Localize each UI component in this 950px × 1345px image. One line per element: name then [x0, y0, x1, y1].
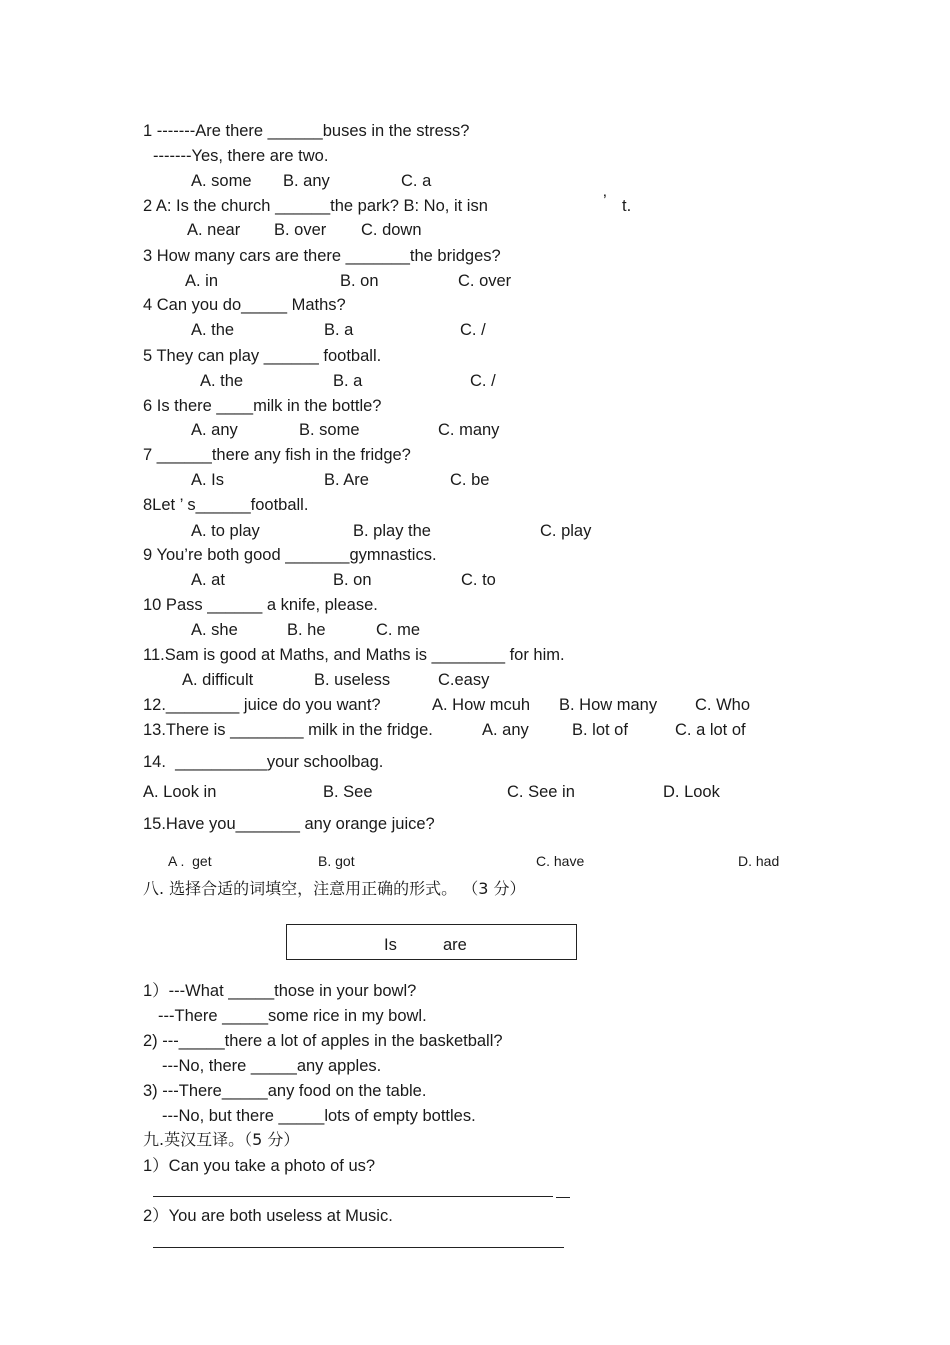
question-3-option-b: B. on	[340, 272, 379, 290]
question-14-stem: 14. __________your schoolbag.	[143, 753, 384, 771]
question-8-option-b: B. play the	[353, 522, 431, 540]
question-14-option-d: D. Look	[663, 783, 720, 801]
question-5-option-a: A. the	[200, 372, 244, 390]
word-box-word-1: Is	[384, 936, 397, 954]
section-8-item-3: 3) ---There_____any food on the table.	[143, 1082, 427, 1100]
question-8-option-c: C. play	[540, 522, 592, 540]
section-9-item-1: 1）Can you take a photo of us?	[143, 1157, 376, 1175]
section-9-item-2: 2）You are both useless at Music.	[143, 1207, 393, 1225]
question-7-option-c: C. be	[450, 471, 490, 489]
question-4-stem: 4 Can you do_____ Maths?	[143, 296, 346, 314]
question-10-stem: 10 Pass ______ a knife, please.	[143, 596, 378, 614]
question-13-option-b: B. lot of	[572, 721, 628, 739]
question-6-option-c: C. many	[438, 421, 500, 439]
question-6-stem: 6 Is there ____milk in the bottle?	[143, 397, 382, 415]
section-9-title: 九.英汉互译。（5 分）	[143, 1130, 300, 1149]
question-15-option-a: A . get	[168, 853, 212, 869]
question-3-option-c: C. over	[458, 272, 512, 290]
question-1-option-a: A. some	[191, 172, 252, 190]
word-box-word-2: are	[443, 936, 467, 954]
question-9-option-b: B. on	[333, 571, 372, 589]
question-12-option-a: A. How mcuh	[432, 696, 531, 714]
question-2-stem: 2 A: Is the church ______the park? B: No, it isn	[143, 197, 488, 215]
question-6-option-b: B. some	[299, 421, 360, 439]
question-15-option-b: B. got	[318, 853, 355, 869]
section-8-title: 八. 选择合适的词填空，注意用正确的形式。 （3 分）	[143, 879, 526, 898]
question-10-option-a: A. she	[191, 621, 238, 639]
question-12-option-c: C. Who	[695, 696, 751, 714]
question-11-option-c: C.easy	[438, 671, 490, 689]
question-14-option-a: A. Look in	[143, 783, 217, 801]
answer-line-2[interactable]	[153, 1247, 564, 1248]
question-15-option-c: C. have	[536, 853, 585, 869]
question-4-option-a: A. the	[191, 321, 235, 339]
question-10-option-c: C. me	[376, 621, 421, 639]
answer-line-1-tail	[556, 1197, 570, 1198]
question-13-stem: 13.There is ________ milk in the fridge.	[143, 721, 433, 739]
section-8-item-2: 2) ---_____there a lot of apples in the basketball?	[143, 1032, 503, 1050]
question-11-option-b: B. useless	[314, 671, 391, 689]
section-8-item-1: 1）---What _____those in your bowl?	[143, 982, 417, 1000]
question-13-option-c: C. a lot of	[675, 721, 746, 739]
question-9-stem: 9 You’re both good _______gymnastics.	[143, 546, 437, 564]
question-8-stem: 8Let ’ s______football.	[143, 496, 309, 514]
question-2-stem-end: t.	[622, 197, 632, 215]
question-12-stem: 12.________ juice do you want?	[143, 696, 381, 714]
question-2-option-b: B. over	[274, 221, 327, 239]
word-box	[286, 924, 577, 960]
question-8-option-a: A. to play	[191, 522, 260, 540]
question-7-option-b: B. Are	[324, 471, 369, 489]
question-11-stem: 11.Sam is good at Maths, and Maths is ________ for him.	[143, 646, 565, 664]
question-5-stem: 5 They can play ______ football.	[143, 347, 382, 365]
question-4-option-c: C. /	[460, 321, 486, 339]
question-10-option-b: B. he	[287, 621, 326, 639]
section-8-item-1-reply: ---There _____some rice in my bowl.	[158, 1007, 427, 1025]
question-11-option-a: A. difficult	[182, 671, 254, 689]
question-7-option-a: A. Is	[191, 471, 225, 489]
question-5-option-b: B. a	[333, 372, 363, 390]
section-8-item-2-reply: ---No, there _____any apples.	[162, 1057, 382, 1075]
question-3-stem: 3 How many cars are there _______the bridges?	[143, 247, 501, 265]
question-1-option-c: C. a	[401, 172, 432, 190]
section-8-item-3-reply: ---No, but there _____lots of empty bottles.	[162, 1107, 476, 1125]
question-15-option-d: D. had	[738, 853, 780, 869]
question-9-option-a: A. at	[191, 571, 225, 589]
question-1-answer: -------Yes, there are two.	[153, 147, 329, 165]
question-12-option-b: B. How many	[559, 696, 658, 714]
question-3-option-a: A. in	[185, 272, 219, 290]
question-1-option-b: B. any	[283, 172, 330, 190]
question-14-option-b: B. See	[323, 783, 373, 801]
question-4-option-b: B. a	[324, 321, 354, 339]
question-2-apostrophe: ’	[603, 192, 607, 210]
question-9-option-c: C. to	[461, 571, 496, 589]
question-14-option-c: C. See in	[507, 783, 575, 801]
question-1-stem: 1 -------Are there ______buses in the stress?	[143, 122, 470, 140]
question-5-option-c: C. /	[470, 372, 496, 390]
answer-line-1[interactable]	[153, 1196, 553, 1197]
question-2-option-a: A. near	[187, 221, 241, 239]
question-7-stem: 7 ______there any fish in the fridge?	[143, 446, 411, 464]
question-6-option-a: A. any	[191, 421, 238, 439]
question-13-option-a: A. any	[482, 721, 529, 739]
question-15-stem: 15.Have you_______ any orange juice?	[143, 815, 435, 833]
question-2-option-c: C. down	[361, 221, 422, 239]
